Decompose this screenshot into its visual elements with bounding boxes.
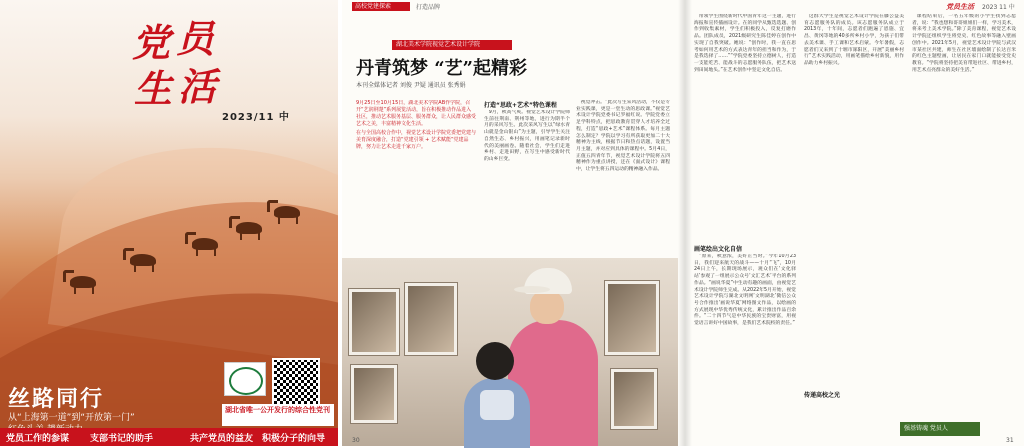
- camel-icon: [192, 238, 218, 250]
- intro-paragraph: 9月25日至10月15日，湖北美术学院AB作学院，召开“艺润荆楚”系列展览活动，旨在积极推动作品进入社区，推动艺术服务基层、服务群众，让人民群众感受艺术之美，丰富精神文化生活。: [356, 100, 476, 127]
- intro-paragraph: 在与全国高校合作中，视觉艺术设计学院党委把党建与美育深度融合，打造“党建引领 + 艺术赋能”党建品牌，努力让艺术走进千家万户。: [356, 130, 476, 150]
- footer-slogan-3: 共产党员的益友: [190, 434, 254, 444]
- header-meta-right: 2023 11 中: [982, 4, 1015, 11]
- logo-char-2: 员: [176, 16, 215, 61]
- article-intro: [356, 100, 476, 212]
- footer-slogan-1: 党员工作的参谋: [6, 434, 70, 444]
- column-text: “原来，秋意浓，美好正当时。”今年10月23日，我们迎来航天的战斗——十月“飞”，10月24日上午，长期现场展示，观众们在‘文化驿站’参观了一组展示公众号‘文汇艺术’平台的系列作品。“画说华夏”中生动有趣的画面，由视觉艺术设计学院师生完成。从2022年5月开始，视觉艺术设计学院与湖北文明网‘文明湖北’微信公众号合作推出‘画说华夏’网络图文作品，以绘画的方式展现中华优秀传统文化，累计推出作品百余件。“二十四节气是中华民族的宝贵财富，用视觉语言讲好中国故事，是我们艺术院校的责任。”: [694, 254, 796, 327]
- section-tag: 高校党建探索: [352, 2, 410, 11]
- issue-number: 2023/11 中: [222, 112, 290, 123]
- article-spread: [342, 0, 1024, 446]
- article-byline: 本刊全媒体记者 刘俊 尹疑 通讯员 张秀娟: [356, 82, 466, 89]
- section-title: 画笔绘出文化自信: [694, 246, 743, 253]
- child-figure: [464, 342, 534, 446]
- section-title: 传递高校之光: [804, 392, 841, 399]
- cover-title: 丝路同行: [8, 387, 105, 412]
- logo-char-4: 活: [178, 64, 217, 109]
- page-number-right: 31: [1006, 437, 1014, 444]
- artwork-frame: [604, 280, 660, 356]
- article-headline: 丹青筑梦 “艺”起精彩: [356, 58, 527, 79]
- column-text: 这群大学生是视觉艺术设计学院在藤公益美育志愿服务队的成员。该志愿服务队成立于2013年，十年间，志愿者们跑遍了恩施、宜昌、黄冈等地的40多所乡村小学，为孩子们带去美术课、手工课和艺术启蒙。今年暑假，志愿者们又来到了十堰市郧阳区，开展“美丽乡村行”艺术实践活动，用画笔描绘乡村新貌，用作品助力乡村振兴。: [804, 14, 904, 66]
- camel-icon: [236, 222, 262, 234]
- artwork-frame: [610, 368, 658, 430]
- footer-slogan-2: 支部书记的助手: [90, 434, 154, 444]
- article-column-1: [484, 110, 570, 250]
- footer-slogan-4: 积极分子的向导: [262, 434, 326, 444]
- article-column-4: [694, 254, 796, 434]
- section-title: 打造“思政+艺术”特色课程: [484, 102, 557, 109]
- logo-char-3: 生: [134, 66, 173, 111]
- column-text: 课程结束后，一名五年级的小学生找到志愿者，说：“我也想和哥哥姐姐们一样，学习美术，将来考上美术学院。”除了美育课程，视觉艺术设计学院还组织学生将党史、红色故事等融入壁画创作中。2021年5月，视觉艺术设计学院与武汉市某社区共建，师生在社区墙面绘制了长达百米的红色主题壁画，让居民在家门口就能接受党史教育。“学院将坚持把美育带进社区、带进乡村，用艺术点亮群众的美好生活。”: [912, 14, 1016, 73]
- camel-icon: [130, 254, 156, 266]
- column-text: 视觉冲击。“此次写生采风活动，不仅是专业实践课，更是一堂生动的思政课。”视觉艺术设计学院党委书记罗福红说。学院党委立足学科特点，把思政教育贯穿人才培养全过程，打造“思政+艺术”课程体系。每月主题怎么制定？学院以学习有所获取更加二十大精神为主线，根据节日和热点话题，设置当月主题，并对应到具体的课程中。5月4日，正值五四青年节，视觉艺术设计学院将五四精神作为重点讲授，还在《面式设计》课程中，让学生将五四运动的精神融入作品。: [576, 100, 670, 173]
- cover-subtitle-1: 从“上海第一道”到“开放第一门”: [8, 413, 135, 423]
- publication-note: 湖北省唯一公开发行的综合性党刊: [222, 404, 334, 426]
- camel-icon: [70, 276, 96, 288]
- article-column-6: [912, 14, 1016, 414]
- artwork-frame: [404, 282, 458, 356]
- logo-char-1: 党: [132, 20, 171, 65]
- article-column-2: [576, 100, 670, 250]
- magazine-logo: [132, 12, 222, 112]
- footer-column-tag: 强基铸魂 党员人: [900, 422, 980, 436]
- artwork-frame: [350, 364, 398, 424]
- header-meta-left: 打造品牌: [416, 4, 441, 11]
- qr-code-icon: [272, 358, 320, 406]
- magazine-cover: [0, 0, 338, 446]
- artwork-frame: [348, 288, 400, 356]
- page-number-left: 30: [352, 437, 360, 444]
- right-page-logo: 党员生活: [946, 3, 974, 11]
- column-text: 9月，秋高气爽。视觉艺术设计学院师生前往荆南、荆州等地，进行为期半个月的采风写生。此次采风写生以“绿水青山就是金山银山”为主题，引导学生关注自然生态、乡村振兴，用画笔记录新时代的美丽画卷。随着社会，学生们走进乡村、走进田野，在写生中感受新时代的山乡巨变。: [484, 110, 570, 162]
- institution-banner: 湖北美术学院视觉艺术设计学院: [392, 40, 512, 50]
- award-seal-icon: [224, 362, 266, 396]
- camel-icon: [274, 206, 300, 218]
- article-column-5: [804, 14, 904, 414]
- article-column-3: [694, 14, 796, 240]
- page-fold: [678, 0, 692, 446]
- cover-footer-bar: [0, 428, 338, 446]
- column-text: 带领学生围绕新时代中国青年这一主题，进行海报和宣传插画设计。在的同学从甄选选题、创作到收集素材，学生们积极投入，反复打磨作品。团队成员，2021级研究生陈佳婷在创作中实现了自我突破。她说：“创作时，我一直在思考如何用艺术的方式表达青年的担当和作为，于是我选择了……”“学院党委坚持立德树人，打造一支能吃苦、能战斗的志愿服务队伍，把艺术送到田间地头。”在艺术创作中坚定文化自信。: [694, 14, 796, 73]
